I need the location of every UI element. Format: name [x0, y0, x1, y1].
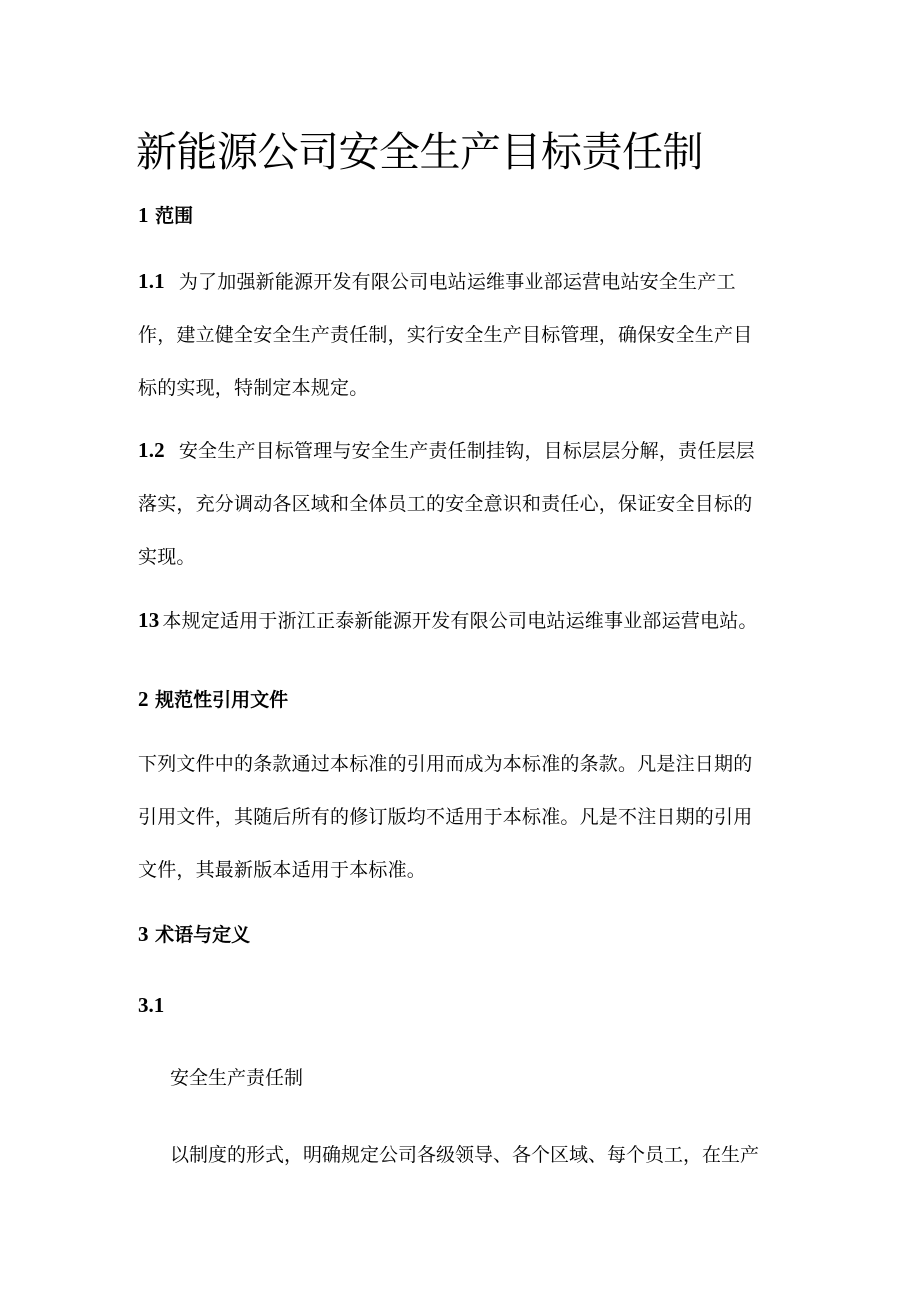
section-1-number: 1 [138, 203, 149, 227]
paragraph-1-1 [138, 255, 798, 415]
paragraph-1-3-line-1 [138, 594, 798, 648]
paragraph-1-1-line-3: 标的实现，特制定本规定。 [138, 377, 369, 399]
paragraph-1-3 [138, 594, 798, 648]
section-3-heading [138, 919, 250, 950]
section-2-heading [138, 684, 288, 715]
term-definition: 以制度的形式，明确规定公司各级领导、各个区域、每个员工，在生产 [170, 1144, 760, 1166]
paragraph-1-3-number: 13 [138, 608, 160, 632]
section-1-heading [138, 200, 193, 231]
paragraph-1-2-line-1 [138, 424, 798, 478]
paragraph-1-2 [138, 424, 798, 584]
paragraph-1-2-line-2: 落实，充分调动各区域和全体员工的安全意识和责任心，保证安全目标的 [138, 493, 753, 515]
paragraph-2-line-3: 文件，其最新版本适用于本标准。 [138, 859, 427, 881]
term-name: 安全生产责任制 [170, 1067, 304, 1089]
section-3-title: 术语与定义 [155, 924, 251, 946]
paragraph-1-1-line-2: 作，建立健全安全生产责任制，实行安全生产目标管理，确保安全生产目 [138, 324, 753, 346]
paragraph-1-1-text-1: 为了加强新能源开发有限公司电站运维事业部运营电站安全生产工 [178, 271, 736, 293]
paragraph-1-2-text-1: 安全生产目标管理与安全生产责任制挂钩，目标层层分解，责任层层 [178, 440, 755, 462]
paragraph-2-line-1: 下列文件中的条款通过本标准的引用而成为本标准的条款。凡是注日期的 [138, 753, 753, 775]
paragraph-1-2-line-3: 实现。 [138, 546, 196, 568]
section-3-number: 3 [138, 922, 149, 946]
paragraph-1-1-line-1 [138, 255, 798, 309]
section-3-1-heading [138, 990, 164, 1021]
paragraph-1-1-number: 1.1 [138, 269, 165, 293]
section-3-1-number: 3.1 [138, 993, 165, 1017]
document-title: 新能源公司安全生产目标责任制 [136, 128, 703, 176]
paragraph-1-3-text: 本规定适用于浙江正泰新能源开发有限公司电站运维事业部运营电站。 [162, 610, 758, 632]
paragraph-2-line-2: 引用文件，其随后所有的修订版均不适用于本标准。凡是不注日期的引用 [138, 806, 753, 828]
section-2-number: 2 [138, 687, 149, 711]
section-2-title: 规范性引用文件 [155, 689, 289, 711]
section-1-title: 范围 [155, 205, 194, 227]
paragraph-2 [138, 738, 798, 897]
paragraph-1-2-number: 1.2 [138, 438, 165, 462]
